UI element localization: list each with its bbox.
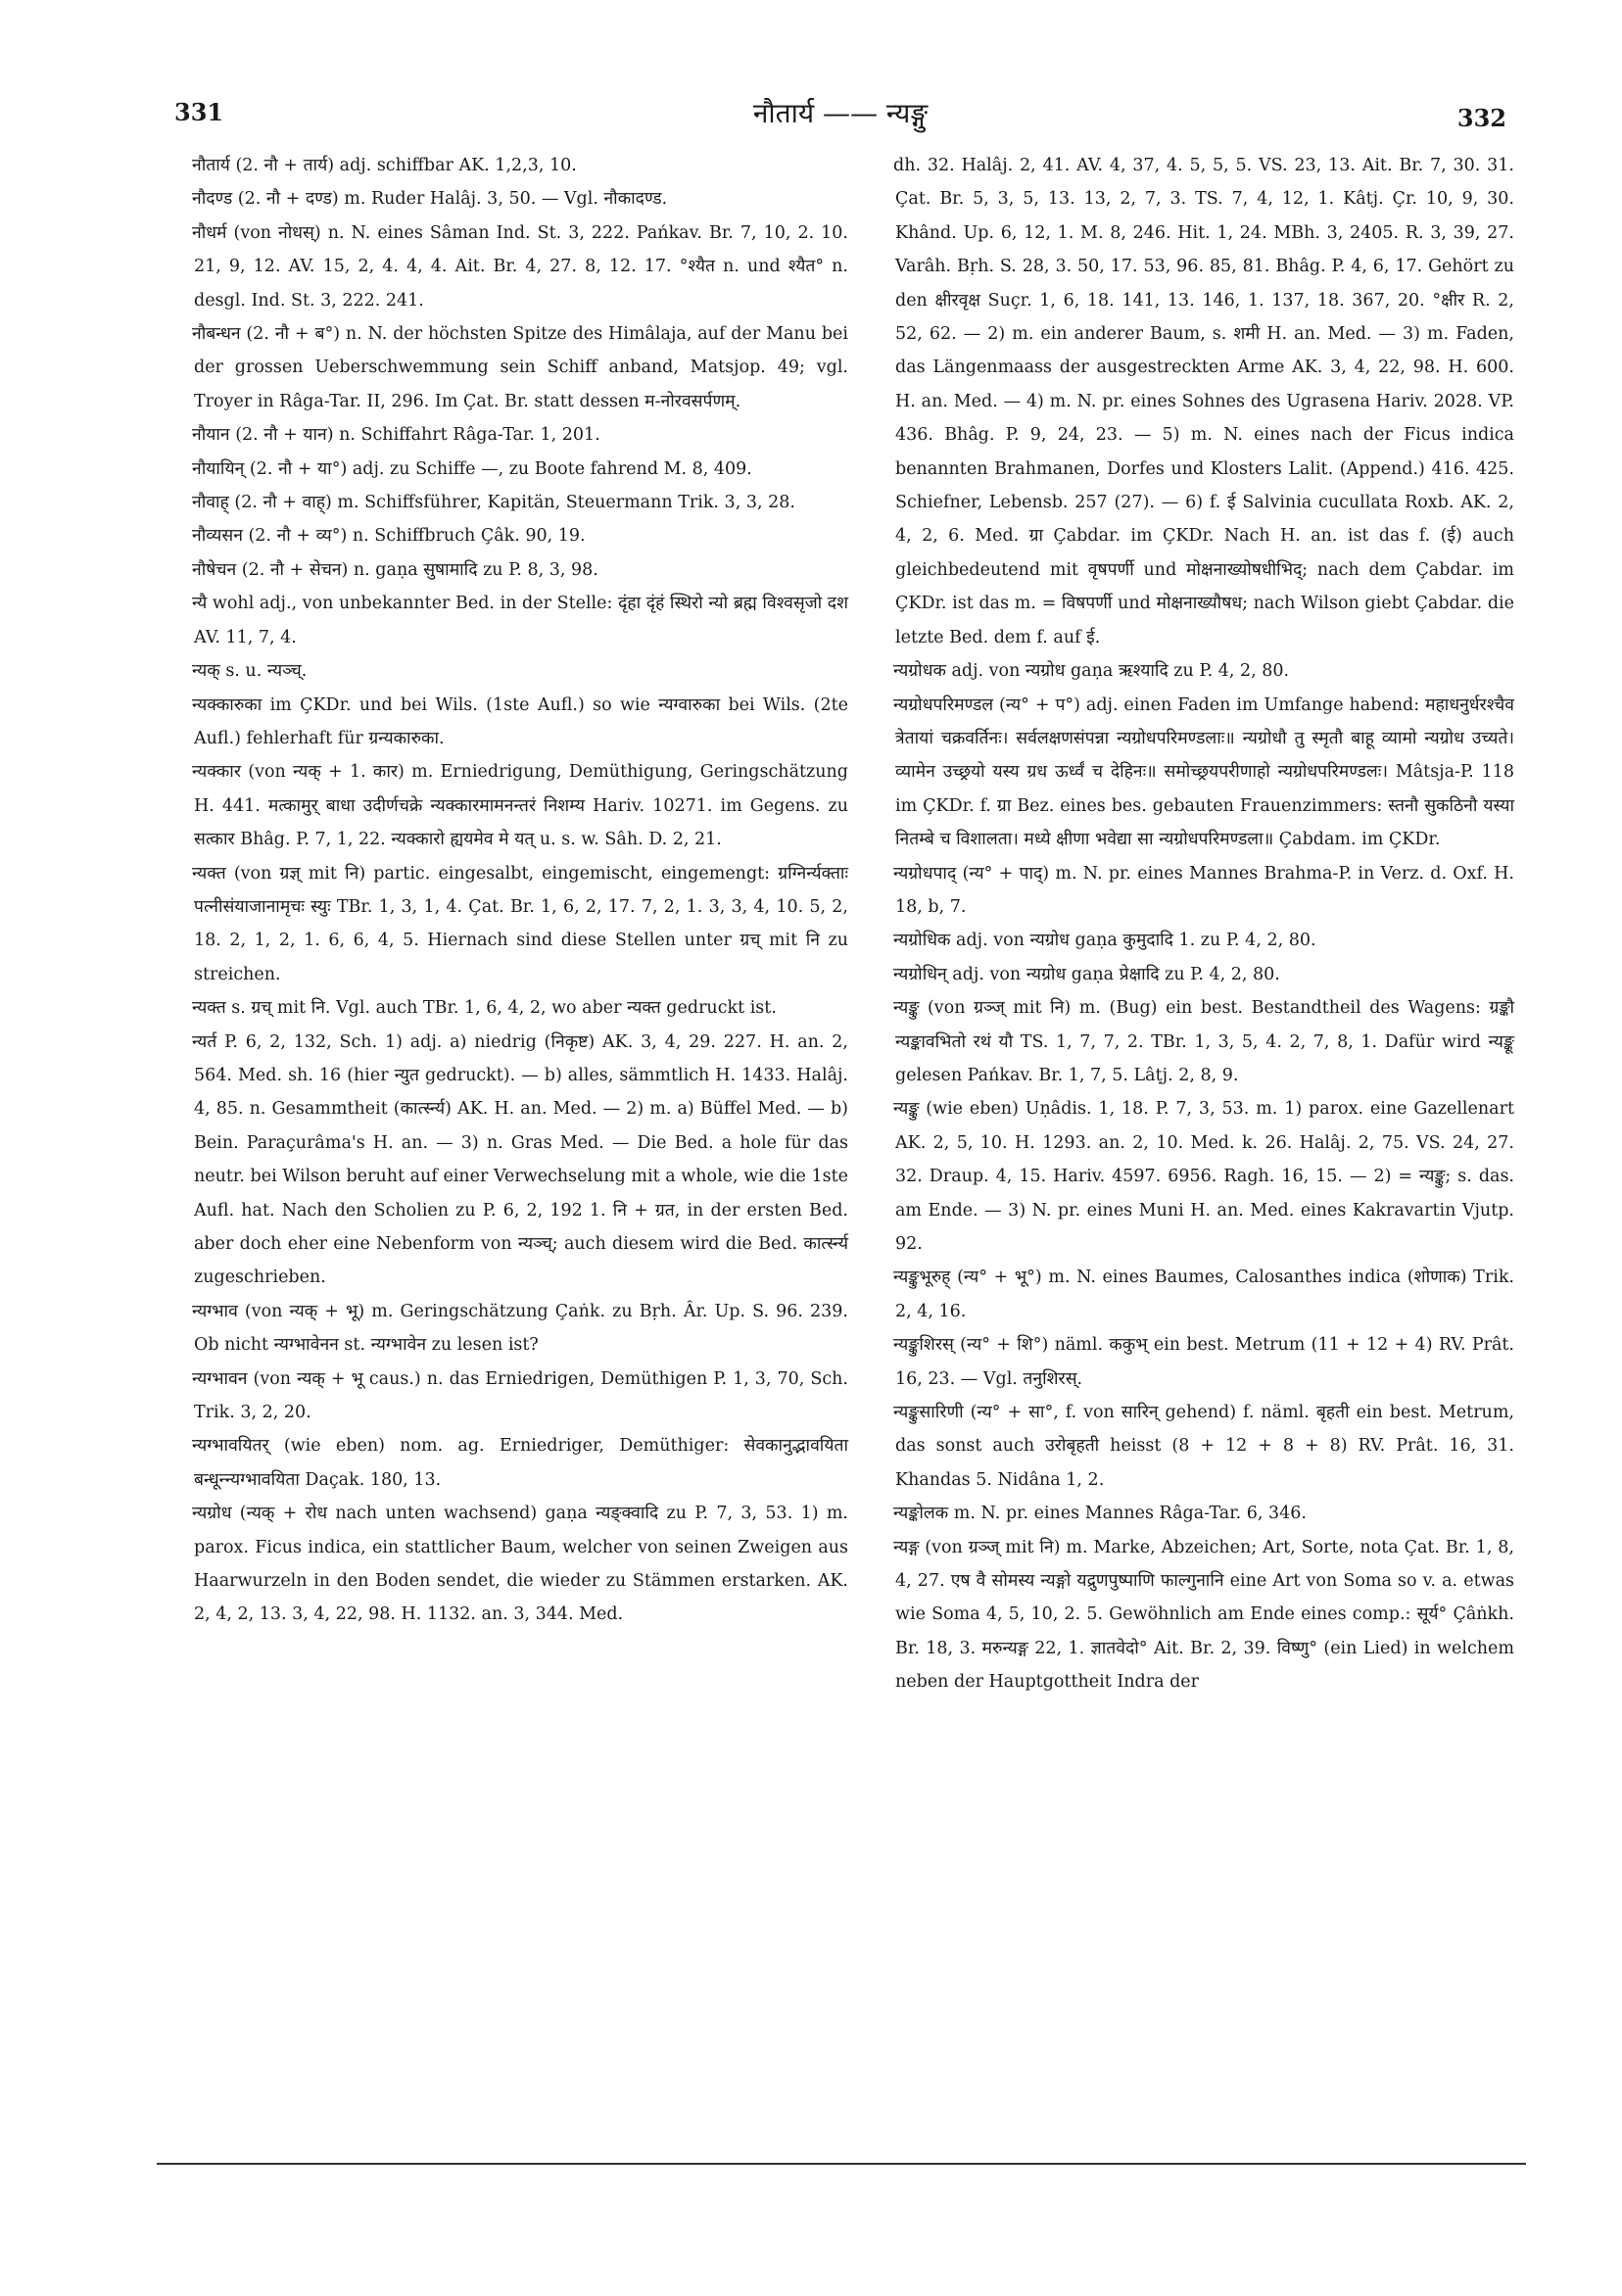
right-column [874,149,1514,1699]
dictionary-entry: न्यङ्कोलक m. N. pr. eines Mannes Râga-Tar. 6, 346. [893,1504,1307,1524]
dictionary-entry: न्यग्भावयितर् (wie eben) nom. ag. Erniedriger, Demüthiger: सेवकानुद्भावयिता बन्धून्न्यग्भावयिता Daçak. 180, 13. [192,1436,848,1490]
dictionary-entry: नौबन्धन (2. नौ + ब°) n. N. der höchsten Spitze des Himâlaja, auf der Manu bei der grossen Ueberschwemmung sein Schiff anband, Matsjop. 49; vgl. Troyer in Râga-Tar. II, 296. Im Çat. Br. statt dessen म-नोरवसर्पणम्. [192,324,848,411]
dictionary-entry: नौव्यसन (2. नौ + व्य°) n. Schiffbruch Çâk. 90, 19. [192,526,586,547]
dictionary-entry: न्यङ्कु (von ग्रञ्ज् mit नि) m. (Bug) ein best. Bestandtheil des Wagens: ग्रङ्कौ न्यङ्कावभितो रथं यौ TS. 1, 7, 7, 2. TBr. 1, 3, 5, 4. 2, 7, 8, 1. Dafür wird न्यङ्कू gelesen Pańkav. Br. 1, 7, 5. Lâṭj. 2, 8, 9. [893,998,1514,1085]
dictionary-entry: न्यग्रोध (न्यक् + रोध nach unten wachsend) gaṇa न्यङ्क्वादि zu P. 7, 3, 53. 1) m. parox. Ficus indica, ein stattlicher Baum, welcher von seinen Zweigen aus Haarwurzeln in den Boden sendet, die wieder zu Stämmen erstarken. AK. 2, 4, 2, 13. 3, 4, 22, 98. H. 1132. an. 3, 344. Med. [192,1504,848,1625]
dictionary-entry: न्यक्कारुका im ÇKDr. und bei Wils. (1ste Aufl.) so wie न्यग्वारुका bei Wils. (2te Aufl.) fehlerhaft für ग्रन्यकारुका. [192,694,848,748]
dictionary-entry: न्यक्कार (von न्यक् + 1. कार) m. Erniedrigung, Demüthigung, Geringschätzung H. 441. मत्कामुर् बाधा उदीर्णचक्रे न्यक्कारमामनन्तरं निशम्य Hariv. 10271. im Gegens. zu सत्कार Bhâg. P. 7, 1, 22. न्यक्कारो ह्ययमेव मे यत् u. s. w. Sâh. D. 2, 21. [192,762,848,850]
page-number-right: 332 [1456,104,1506,132]
dictionary-entry: न्यर्त P. 6, 2, 132, Sch. 1) adj. a) niedrig (निकृष्ट) AK. 3, 4, 29. 227. H. an. 2, 564. Med. sh. 16 (hier न्युत gedruckt). — b) alles, sämmtlich H. 1433. Halâj. 4, 85. n. Gesammtheit (कार्त्स्न्य) AK. H. an. Med. — 2) m. a) Büffel Med. — b) Bein. Paraçurâma's H. an. — 3) n. Gras Med. — Die Bed. a hole für das neutr. bei Wilson beruht auf einer Verwechselung mit a whole, wie die 1ste Aufl. hat. Nach den Scholien zu P. 6, 2, 192 1. नि + ग्रत, in der ersten Bed. aber doch eher eine Nebenform von न्यञ्च्; auch diesem wird die Bed. कार्त्स्न्य zugeschrieben. [192,1031,848,1288]
dictionary-entry: न्यग्रोधपाद् (न्य° + पाद्) m. N. pr. eines Mannes Brahma-P. in Verz. d. Oxf. H. 18, b, 7. [893,863,1514,917]
dictionary-entry: न्यङ्ग (von ग्रञ्ज् mit नि) m. Marke, Abzeichen; Art, Sorte, nota Çat. Br. 1, 8, 4, 27. एष वै सोमस्य न्यङ्गो यद्रुणपुष्पाणि फाल्गुनानि eine Art von Soma so v. a. etwas wie Soma 4, 5, 10, 2. 5. Gewöhnlich am Ende eines comp.: सूर्य° Çâṅkh. Br. 18, 3. मरुन्यङ्ग 22, 1. ज्ञातवेदो° Ait. Br. 2, 39. विष्णु° (ein Lied) in welchem neben der Hauptgottheit Indra der [893,1537,1514,1693]
dictionary-entry: नौषेचन (2. नौ + सेचन) n. gaṇa सुषामादि zu P. 8, 3, 98. [192,559,598,580]
dictionary-entry: न्यङ्कु (wie eben) Uṇâdis. 1, 18. P. 7, 3, 53. m. 1) parox. eine Gazellenart AK. 2, 5, 10. H. 1293. an. 2, 10. Med. k. 26. Halâj. 2, 75. VS. 24, 27. 32. Draup. 4, 15. Hariv. 4597. 6956. Ragh. 16, 15. — 2) = न्यङ्कु; s. das. am Ende. — 3) N. pr. eines Muni H. an. Med. eines Kakravartin Vjutp. 92. [893,1099,1515,1254]
left-column [172,149,848,1632]
dictionary-entry: नौयान (2. नौ + यान) n. Schiffahrt Râga-Tar. 1, 201. [192,425,600,446]
dictionary-entry: न्यङ्कुभूरुह् (न्य° + भू°) m. N. eines Baumes, Calosanthes indica (शोणाक) Trik. 2, 4, 16. [893,1268,1514,1321]
dictionary-entry: न्यग्भावन (von न्यक् + भू caus.) n. das Erniedrigen, Demüthigen P. 1, 3, 70, Sch. Trik. 3, 2, 20. [192,1368,848,1423]
dictionary-entry: न्यग्रोधिन् adj. von न्यग्रोध gaṇa प्रेक्षादि zu P. 4, 2, 80. [893,964,1280,984]
dictionary-entry: न्यक् s. u. न्यञ्च्. [192,661,308,682]
dictionary-entry: न्यग्रोधपरिमण्डल (न्य° + प°) adj. einen Faden im Umfange habend: महाधनुर्धरश्चैव त्रेतायां चक्रवर्तिनः। सर्वलक्षणसंपन्ना न्यग्रोधपरिमण्डलाः॥ न्यग्रोधौ तु स्मृतौ बाहू व्यामो न्यग्रोध उच्यते। व्यामेन उच्छ्रयो यस्य ग्रध ऊर्ध्वं च देहिनः॥ समोच्छ्रयपरीणाहो न्यग्रोधपरिमण्डलः। Mâtsja-P. 118 im ÇKDr. f. ग्रा Bez. eines bes. gebauten Frauenzimmers: स्तनौ सुकठिनौ यस्या नितम्बे च विशालता। मध्ये क्षीणा भवेद्या सा न्यग्रोधपरिमण्डला॥ Çabdam. im ÇKDr. [893,694,1514,850]
page-header [174,98,1506,137]
dictionary-entry: न्यग्भाव (von न्यक् + भू) m. Geringschätzung Çaṅk. zu Bṛh. Âr. Up. S. 96. 239. Ob nicht न्यग्भावेनन st. न्यग्भावेन zu lesen ist? [192,1301,848,1356]
dictionary-entry: dh. 32. Halâj. 2, 41. AV. 4, 37, 4. 5, 5, 5. VS. 23, 13. Ait. Br. 7, 30. 31. Çat. Br. 5, 3, 5, 13. 13, 2, 7, 3. TS. 7, 4, 12, 1. Kâtj. Çr. 10, 9, 30. Khând. Up. 6, 12, 1. M. 8, 246. Hit. 1, 24. MBh. 3, 2405. R. 3, 39, 27. Varâh. Bṛh. S. 28, 3. 50, 17. 53, 96. 85, 81. Bhâg. P. 4, 6, 17. Gehört zu den क्षीरवृक्ष Suçr. 1, 6, 18. 141, 13. 146, 1. 137, 18. 367, 20. °क्षीर R. 2, 52, 62. — 2) m. ein anderer Baum, s. शमी H. an. Med. — 3) m. Faden, das Längenmaass der ausgestreckten Arme AK. 3, 4, 22, 98. H. 600. H. an. Med. — 4) m. N. pr. eines Sohnes des Ugrasena Hariv. 2028. VP. 436. Bhâg. P. 9, 24, 23. — 5) m. N. eines nach der Ficus indica benannten Brahmanen, Dorfes und Klosters Lalit. (Append.) 416. 425. Schiefner, Lebensb. 257 (27). — 6) f. ई Salvinia cucullata Roxb. AK. 2, 4, 2, 6. Med. ग्रा Çabdar. im ÇKDr. Nach H. an. ist das f. (ई) auch gleichbedeutend mit वृषपर्णी und मोक्षनाख्योषधीभिद्; nach dem Çabdar. im ÇKDr. ist das m. = विषपर्णी und मोक्षनाख्यौषध; nach Wilson giebt Çabdar. die letzte Bed. dem f. auf ई. [893,156,1514,647]
dictionary-entry: नौधर्म (von नोधस्) n. N. eines Sâman Ind. St. 3, 222. Pańkav. Br. 7, 10, 2. 10. 21, 9, 12. AV. 15, 2, 4. 4, 4. Ait. Br. 4, 27. 8, 12. 17. °श्यैत n. und श्यैत° n. desgl. Ind. St. 3, 222. 241. [192,222,848,311]
dictionary-entry: नौयायिन् (2. नौ + या°) adj. zu Schiffe —, zu Boote fahrend M. 8, 409. [192,458,752,479]
dictionary-entry: नौतार्य (2. नौ + तार्य) adj. schiffbar AK. 1,2,3, 10. [192,156,577,175]
dictionary-entry: नौवाह् (2. नौ + वाह्) m. Schiffsführer, Kapitän, Steuermann Trik. 3, 3, 28. [192,493,795,513]
dictionary-entry: न्यक्त s. ग्रच् mit नि. Vgl. auch TBr. 1, 6, 4, 2, wo aber न्यक्त gedruckt ist. [192,998,777,1019]
dictionary-entry: नौदण्ड (2. नौ + दण्ड) m. Ruder Halâj. 3, 50. — Vgl. नौकादण्ड. [192,189,668,210]
footer-rule [157,2163,1526,2165]
dictionary-entry: न्यग्रोधिक adj. von न्यग्रोध gaṇa कुमुदादि 1. zu P. 4, 2, 80. [893,931,1316,951]
dictionary-entry: न्यङ्कुशिरस् (न्य° + शि°) näml. ककुभ् ein best. Metrum (11 + 12 + 4) RV. Prât. 16, 23. — Vgl. तनुशिरस्. [893,1335,1514,1389]
running-head: नौतार्य —— न्यङ्गु [752,97,929,129]
dictionary-entry: न्यङ्कुसारिणी (न्य° + सा°, f. von सारिन् gehend) f. näml. बृहती ein best. Metrum, das sonst auch उरोबृहती heisst (8 + 12 + 8 + 8) RV. Prât. 16, 31. Khandas 5. Nidâna 1, 2. [893,1403,1514,1490]
dictionary-entry: न्यग्रोधक adj. von न्यग्रोध gaṇa ऋश्यादि zu P. 4, 2, 80. [893,661,1290,682]
dictionary-entry: न्यक्त (von ग्रज्ञ् mit नि) partic. eingesalbt, eingemischt, eingemengt: ग्रग्निर्न्यक्ताः पत्नीसंयाजानामृचः स्युः TBr. 1, 3, 1, 4. Çat. Br. 1, 6, 2, 17. 7, 2, 1. 3, 3, 4, 10. 5, 2, 18. 2, 1, 2, 1. 6, 6, 4, 5. Hiernach sind diese Stellen unter ग्रच् mit नि zu streichen. [192,863,848,984]
page-number-left: 331 [174,98,224,126]
dictionary-entry: न्यै wohl adj., von unbekannter Bed. in der Stelle: दृंहा दृंहं स्थिरो न्यो ब्रह्म विश्वसृजो दश AV. 11, 7, 4. [192,594,848,647]
